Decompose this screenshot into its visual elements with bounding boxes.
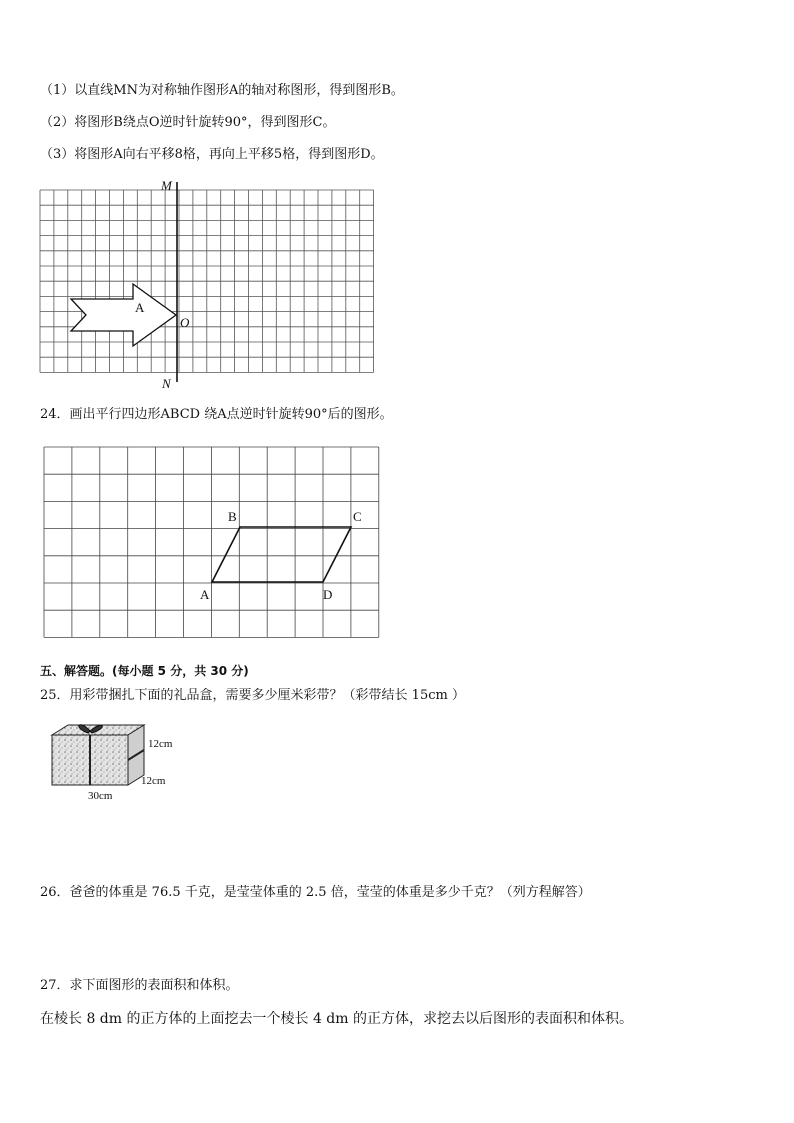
dim-length: 30cm — [88, 790, 113, 802]
grid-2-lines — [44, 447, 379, 637]
label-o: O — [180, 315, 190, 330]
q23-line-2: （2）将图形B绕点O逆时针旋转90°，得到图形C。 — [40, 115, 336, 130]
section-5-title: 五、解答题。(每小题 5 分，共 30 分) — [40, 664, 249, 678]
q27-text: 27．求下面图形的表面积和体积。 — [40, 978, 239, 993]
q24-text: 24．画出平行四边形ABCD 绕A点逆时针旋转90°后的图形。 — [40, 407, 393, 422]
label-pt-b: B — [228, 509, 237, 524]
gift-box-figure — [40, 715, 240, 825]
label-m: M — [161, 178, 172, 193]
label-n: N — [162, 376, 171, 391]
q25-text: 25．用彩带捆扎下面的礼品盒，需要多少厘米彩带？（彩带结长 15cm ） — [40, 688, 465, 703]
label-pt-d: D — [323, 587, 333, 602]
label-shape-a: A — [135, 300, 145, 315]
q26-text: 26．爸爸的体重是 76.5 千克，是莹莹体重的 2.5 倍，莹莹的体重是多少千克？（列方程解答） — [40, 885, 591, 900]
q23-line-3: （3）将图形A向右平移8格，再向上平移5格，得到图形D。 — [40, 147, 384, 162]
dim-width: 12cm — [141, 775, 166, 787]
dim-height: 12cm — [148, 738, 173, 750]
parallelogram-abcd — [212, 527, 351, 582]
label-pt-a: A — [200, 587, 210, 602]
q27-subtext: 在棱长 8 dm 的正方体的上面挖去一个棱长 4 dm 的正方体，求挖去以后图形的表面积和体积。 — [40, 1011, 633, 1027]
label-pt-c: C — [353, 509, 362, 524]
q23-line-1: （1）以直线MN为对称轴作图形A的轴对称图形，得到图形B。 — [40, 83, 404, 98]
